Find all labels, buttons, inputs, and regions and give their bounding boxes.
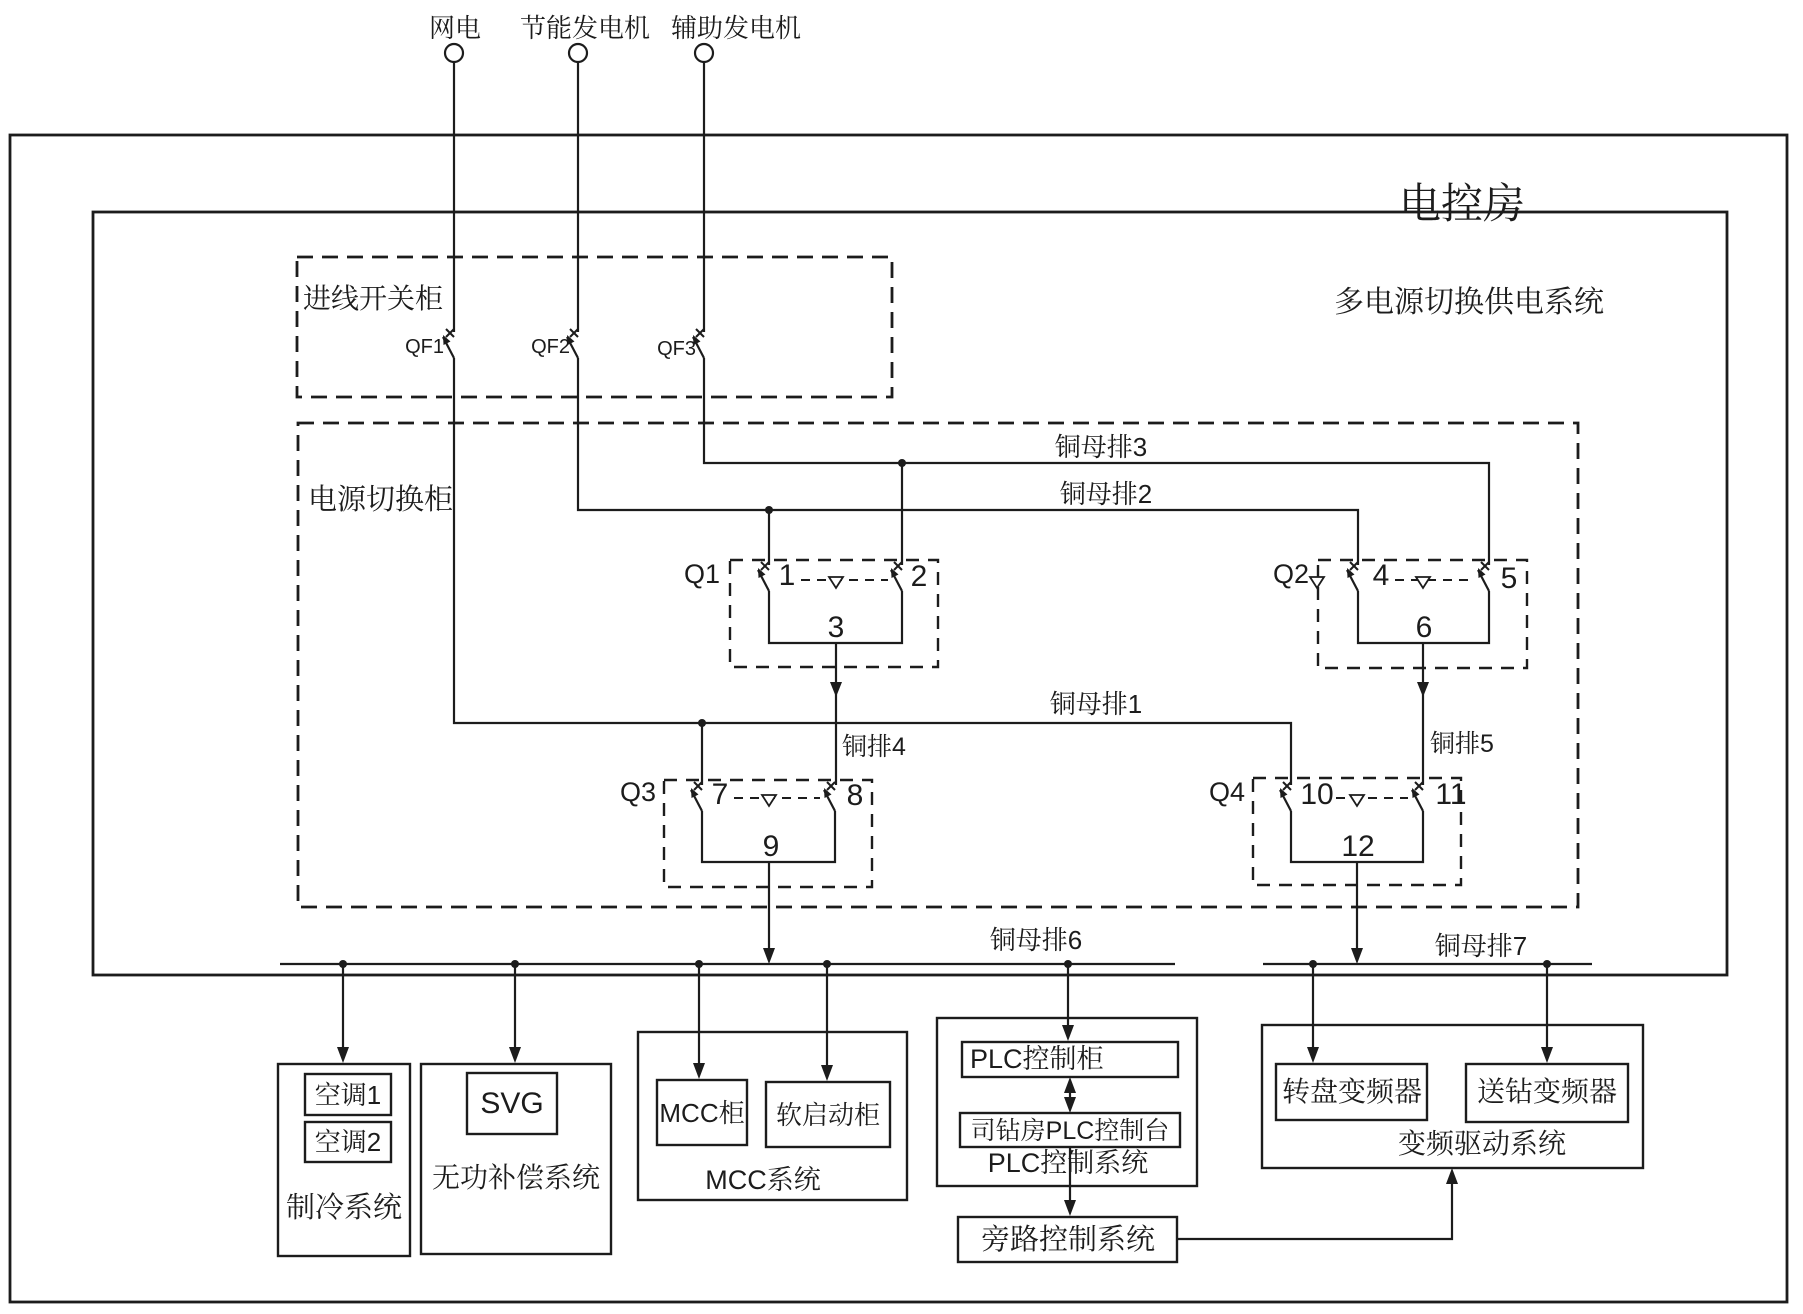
cooling-system	[278, 1064, 410, 1256]
breaker-qf1	[405, 329, 454, 358]
q1-label: Q1	[683, 559, 720, 589]
source-grid-terminal	[445, 44, 463, 62]
ac2-label: 空调2	[314, 1127, 382, 1157]
source-aux-gen-label: 辅助发电机	[670, 13, 802, 43]
soft-starter-label: 软启动柜	[775, 1100, 881, 1130]
busbar-7	[1263, 931, 1592, 1063]
switching-cabinet-label: 电源切换柜	[308, 484, 454, 516]
multi-source-system-title: 多电源切换供电系统	[1334, 286, 1604, 319]
q4-switch-11-number: 11	[1435, 778, 1467, 811]
reactive-compensation-system	[421, 1064, 611, 1254]
q1-output-arrow-icon	[830, 682, 842, 697]
source-energy-saving-gen	[520, 13, 650, 332]
mcc-system	[638, 1032, 907, 1200]
plc-link-up-arrow-icon	[1064, 1077, 1076, 1093]
multi-source-system-box	[93, 212, 1727, 975]
breaker-qf1-label: QF1	[405, 336, 444, 358]
q1-switch-2-number: 2	[910, 560, 928, 593]
q1-switch-1-number: 1	[778, 559, 796, 592]
q4-output-arrow-icon	[1351, 948, 1363, 964]
breaker-qf3	[657, 329, 704, 360]
driller-console-label: 司钻房PLC控制台	[970, 1117, 1170, 1145]
busbar-2-label: 铜母排2	[1059, 479, 1153, 509]
busbar-4-label: 铜排4	[842, 733, 906, 761]
feed-vfd-label: 送钻变频器	[1476, 1076, 1618, 1107]
q2-output-arrow-icon	[1417, 682, 1429, 697]
q3-output-arrow-icon	[763, 948, 775, 964]
busbar-5-label: 铜排5	[1430, 730, 1494, 758]
mcc-cabinet-label: MCC柜	[659, 1098, 745, 1128]
q3-switch-8-number: 8	[846, 779, 864, 812]
q3-interlock-icon	[762, 795, 776, 806]
source-aux-gen-terminal	[695, 44, 713, 62]
source-aux-gen	[671, 13, 801, 332]
source-grid-label: 网电	[428, 13, 482, 43]
q2-switch-5-number: 5	[1500, 562, 1518, 595]
incoming-cabinet-box	[297, 257, 892, 397]
busbar-3	[704, 358, 1489, 565]
q3-switch-7-number: 7	[711, 778, 729, 811]
busbar-3-label: 铜母排3	[1054, 432, 1148, 462]
q4-interlock-icon	[1350, 795, 1364, 806]
q4-switch-10-number: 10	[1300, 778, 1334, 811]
q2-output-number: 6	[1415, 611, 1433, 644]
breaker-qf2	[531, 329, 578, 358]
busbar-6-label: 铜母排6	[989, 925, 1083, 955]
bypass-to-vfd-arrow-icon	[1446, 1168, 1458, 1184]
rotary-vfd-label: 转盘变频器	[1281, 1076, 1423, 1107]
q2-switch-4-number: 4	[1372, 559, 1390, 592]
transfer-switch-q4	[1209, 777, 1467, 964]
plc-cabinet-label: PLC控制柜	[970, 1044, 1104, 1074]
control-room-title: 电控房	[1398, 180, 1526, 227]
vfd-system-label: 变频驱动系统	[1397, 1128, 1567, 1159]
q1-output-number: 3	[827, 611, 845, 644]
breaker-qf3-label: QF3	[657, 338, 696, 360]
reactive-system-label: 无功补偿系统	[431, 1162, 601, 1193]
ac1-label: 空调1	[314, 1080, 382, 1110]
source-energy-saving-terminal	[569, 44, 587, 62]
plc-link-down-arrow-icon	[1064, 1097, 1076, 1113]
plc-control-system	[937, 1018, 1197, 1186]
busbar-7-label: 铜母排7	[1434, 931, 1528, 961]
transfer-switch-q3	[620, 777, 872, 964]
q4-output-number: 12	[1341, 830, 1375, 863]
breaker-qf2-label: QF2	[531, 336, 570, 358]
mcc-system-label: MCC系统	[705, 1165, 821, 1195]
busbar-1-label: 铜母排1	[1049, 689, 1143, 719]
busbar-2	[578, 358, 1358, 565]
incoming-cabinet-label: 进线开关柜	[303, 283, 444, 314]
cooling-system-label: 制冷系统	[285, 1192, 403, 1224]
q3-output-number: 9	[762, 830, 780, 863]
bypass-system-label: 旁路控制系统	[980, 1224, 1156, 1256]
vfd-drive-system	[1262, 1025, 1643, 1168]
q2-label: Q2	[1272, 559, 1309, 589]
source-energy-saving-label: 节能发电机	[519, 13, 651, 43]
q2-left-interlock-icon	[1310, 577, 1324, 588]
svg-unit-label: SVG	[480, 1087, 544, 1120]
q2-interlock-icon	[1416, 577, 1430, 588]
q3-label: Q3	[619, 777, 656, 807]
q1-interlock-icon	[829, 577, 843, 588]
plc-system-label: PLC控制系统	[987, 1148, 1149, 1178]
q4-label: Q4	[1208, 777, 1245, 807]
bypass-input-arrow-icon	[1064, 1200, 1076, 1216]
